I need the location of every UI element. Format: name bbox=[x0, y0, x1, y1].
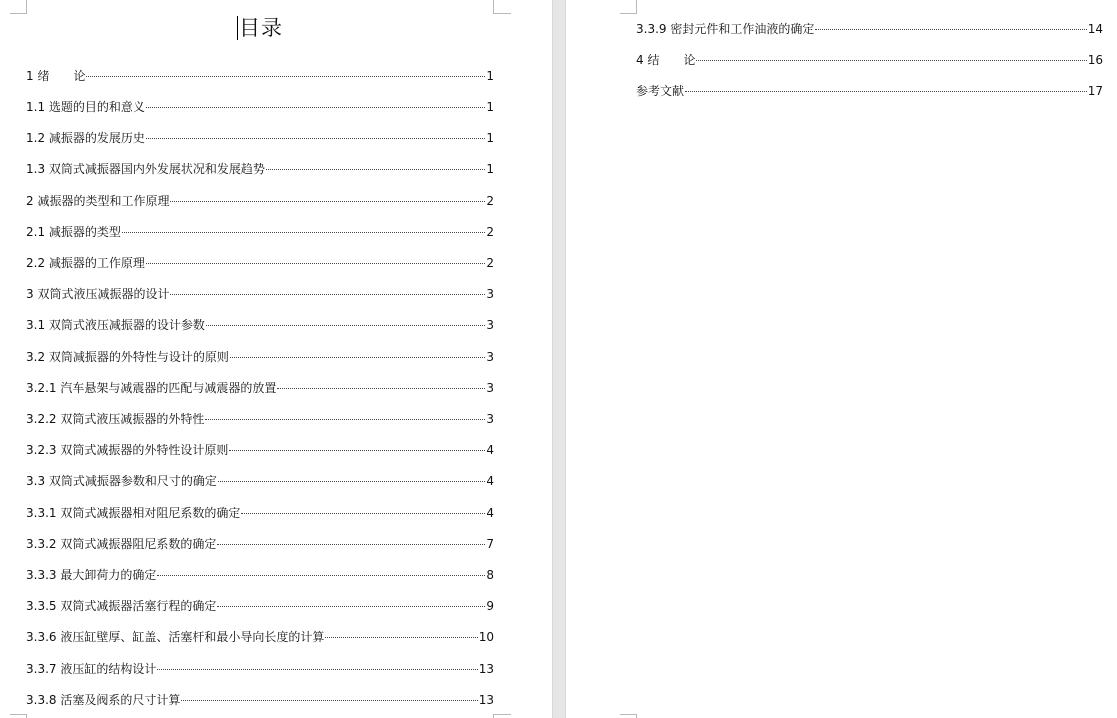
toc-page-number: 3 bbox=[486, 287, 494, 301]
toc-entry[interactable] bbox=[26, 255, 494, 271]
toc-entry-text: 4 结 论 bbox=[636, 53, 696, 67]
toc-page-number: 1 bbox=[486, 100, 494, 114]
toc-entry-text: 3.2 双筒减振器的外特性与设计的原则 bbox=[26, 350, 229, 364]
dot-leader bbox=[218, 481, 485, 482]
toc-entry[interactable] bbox=[26, 442, 494, 458]
toc-page-number: 3 bbox=[486, 412, 494, 426]
toc-entry[interactable] bbox=[26, 99, 494, 115]
toc-entry[interactable] bbox=[26, 411, 494, 427]
dot-leader bbox=[217, 606, 485, 607]
dot-leader bbox=[229, 450, 485, 451]
toc-page-number: 7 bbox=[486, 537, 494, 551]
dot-leader bbox=[815, 29, 1086, 30]
dot-leader bbox=[122, 232, 485, 233]
crop-mark bbox=[620, 714, 637, 715]
toc-entry[interactable] bbox=[26, 130, 494, 146]
dot-leader bbox=[146, 263, 485, 264]
toc-entry-text: 3.2.2 双筒式液压减振器的外特性 bbox=[26, 412, 205, 426]
toc-entry-text: 1.2 减振器的发展历史 bbox=[26, 131, 145, 145]
toc-entry[interactable] bbox=[26, 536, 494, 552]
dot-leader bbox=[170, 201, 485, 202]
toc-page-number: 1 bbox=[486, 162, 494, 176]
dot-leader bbox=[170, 294, 485, 295]
toc-entry-text: 参考文献 bbox=[636, 84, 685, 98]
dot-leader bbox=[205, 419, 485, 420]
toc-entry-text: 2.2 减振器的工作原理 bbox=[26, 256, 145, 270]
toc-entry-text: 3.3.6 液压缸壁厚、缸盖、活塞杆和最小导向长度的计算 bbox=[26, 630, 325, 644]
toc-page-number: 4 bbox=[486, 474, 494, 488]
toc-page-number: 2 bbox=[486, 194, 494, 208]
toc-entry-text: 3.3.5 双筒式减振器活塞行程的确定 bbox=[26, 599, 217, 613]
toc-entry[interactable] bbox=[636, 83, 1103, 99]
toc-entry-text: 3 双筒式液压减振器的设计 bbox=[26, 287, 170, 301]
crop-mark bbox=[10, 714, 27, 715]
toc-entry-text: 1.3 双筒式减振器国内外发展状况和发展趋势 bbox=[26, 162, 265, 176]
toc-page-number: 2 bbox=[486, 225, 494, 239]
toc-page-number: 8 bbox=[486, 568, 494, 582]
toc-entry-text: 1 绪 论 bbox=[26, 69, 86, 83]
toc-entry[interactable] bbox=[636, 52, 1103, 68]
toc-entry-text: 3.3.9 密封元件和工作油液的确定 bbox=[636, 22, 815, 36]
dot-leader bbox=[157, 669, 477, 670]
document-page-left bbox=[0, 0, 552, 718]
dot-leader bbox=[86, 76, 485, 77]
crop-mark bbox=[493, 714, 511, 715]
dot-leader bbox=[157, 575, 485, 576]
toc-entry[interactable] bbox=[26, 629, 494, 645]
dot-leader bbox=[685, 91, 1087, 92]
toc-entry-text: 2 减振器的类型和工作原理 bbox=[26, 194, 170, 208]
page-title-text: 目录 bbox=[239, 16, 283, 40]
toc-page-number: 14 bbox=[1087, 22, 1103, 36]
toc-entry[interactable] bbox=[26, 349, 494, 365]
toc-entry-text: 3.3.1 双筒式减振器相对阻尼系数的确定 bbox=[26, 506, 241, 520]
toc-page-number: 16 bbox=[1087, 53, 1103, 67]
text-cursor bbox=[237, 16, 238, 40]
toc-entry[interactable] bbox=[26, 505, 494, 521]
dot-leader bbox=[217, 544, 485, 545]
dot-leader bbox=[277, 388, 485, 389]
dot-leader bbox=[181, 700, 477, 701]
dot-leader bbox=[241, 513, 485, 514]
toc-entry-text: 3.3.2 双筒式减振器阻尼系数的确定 bbox=[26, 537, 217, 551]
toc-page-number: 1 bbox=[486, 69, 494, 83]
toc-page-number: 9 bbox=[486, 599, 494, 613]
toc-entry[interactable] bbox=[26, 692, 494, 708]
toc-entry[interactable] bbox=[26, 161, 494, 177]
toc-entry[interactable] bbox=[26, 567, 494, 583]
toc-entry[interactable] bbox=[26, 286, 494, 302]
toc-entry-text: 2.1 减振器的类型 bbox=[26, 225, 121, 239]
toc-entry[interactable] bbox=[26, 380, 494, 396]
toc-page-number: 2 bbox=[486, 256, 494, 270]
dot-leader bbox=[325, 637, 477, 638]
toc-entry-text: 3.3.8 活塞及阀系的尺寸计算 bbox=[26, 693, 181, 707]
toc-entry[interactable] bbox=[26, 473, 494, 489]
dot-leader bbox=[146, 107, 485, 108]
toc-entry-text: 1.1 选题的目的和意义 bbox=[26, 100, 145, 114]
toc-entry-text: 3.3.7 液压缸的结构设计 bbox=[26, 662, 157, 676]
toc-entry[interactable] bbox=[26, 661, 494, 677]
document-page-right bbox=[566, 0, 1117, 718]
toc-entry-text: 3.2.3 双筒式减振器的外特性设计原则 bbox=[26, 443, 229, 457]
toc-page-number: 4 bbox=[486, 443, 494, 457]
crop-mark bbox=[636, 0, 637, 14]
toc-entry-text: 3.3 双筒式减振器参数和尺寸的确定 bbox=[26, 474, 217, 488]
toc-entry[interactable] bbox=[26, 598, 494, 614]
toc-entry[interactable] bbox=[26, 68, 494, 84]
toc-entry[interactable] bbox=[636, 21, 1103, 37]
dot-leader bbox=[230, 357, 485, 358]
dot-leader bbox=[146, 138, 485, 139]
dot-leader bbox=[696, 60, 1086, 61]
page-title[interactable] bbox=[0, 12, 520, 42]
toc-page-number: 13 bbox=[478, 662, 494, 676]
toc-entry[interactable] bbox=[26, 193, 494, 209]
toc-entry[interactable] bbox=[26, 224, 494, 240]
toc-page-number: 17 bbox=[1087, 84, 1103, 98]
toc-entry[interactable] bbox=[26, 317, 494, 333]
dot-leader bbox=[206, 325, 485, 326]
toc-entry-text: 3.3.3 最大卸荷力的确定 bbox=[26, 568, 157, 582]
toc-entry-text: 3.2.1 汽车悬架与减震器的匹配与减震器的放置 bbox=[26, 381, 277, 395]
toc-page-number: 13 bbox=[478, 693, 494, 707]
crop-mark bbox=[620, 13, 637, 14]
dot-leader bbox=[266, 169, 485, 170]
toc-page-number: 3 bbox=[486, 318, 494, 332]
toc-page-number: 4 bbox=[486, 506, 494, 520]
toc-entry-text: 3.1 双筒式液压减振器的设计参数 bbox=[26, 318, 205, 332]
toc-page-number: 3 bbox=[486, 350, 494, 364]
toc-page-number: 3 bbox=[486, 381, 494, 395]
toc-page-number: 1 bbox=[486, 131, 494, 145]
toc-page-number: 10 bbox=[478, 630, 494, 644]
